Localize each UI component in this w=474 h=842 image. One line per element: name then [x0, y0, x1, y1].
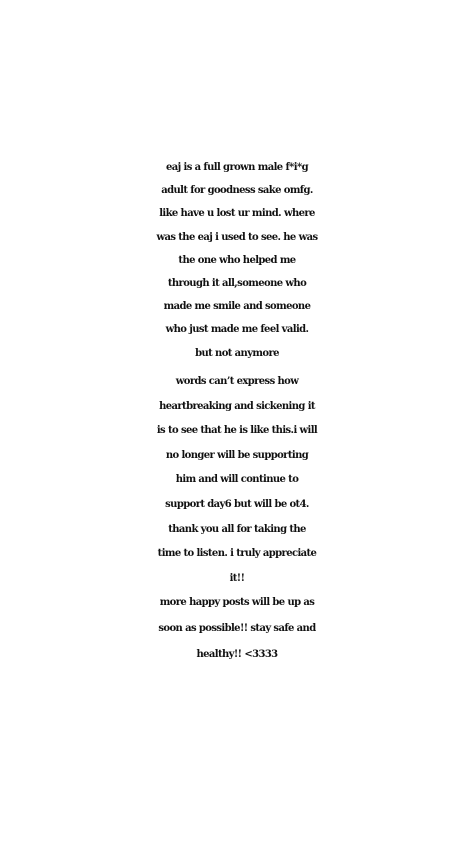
text-line: no longer will be supporting: [165, 449, 309, 461]
text-line: is to see that he is like this.i will: [156, 425, 318, 437]
text-line: him and will continue to: [175, 474, 299, 486]
text-line: the one who helped me: [178, 254, 296, 266]
text-line: more happy posts will be up as: [159, 597, 315, 608]
text-line: healthy!! <3333: [196, 649, 278, 660]
text-line: was the eaj i used to see. he was: [156, 231, 318, 243]
story-text-paragraph-1: [0, 156, 474, 365]
text-line: eaj is a full grown male f*i*g: [165, 162, 308, 173]
text-line: who just made me feel valid.: [165, 324, 309, 336]
text-line: through it all,someone who: [167, 278, 307, 290]
text-line: time to listen. i truly appreciate: [157, 548, 317, 560]
text-line: made me smile and someone: [163, 301, 311, 313]
text-line: heartbreaking and sickening it: [159, 400, 315, 412]
text-line: thank you all for taking the: [168, 523, 306, 535]
text-line: adult for goodness sake omfg.: [161, 185, 313, 197]
story-text-paragraph-3: [0, 590, 474, 668]
text-line: but not anymore: [195, 347, 279, 359]
story-text-paragraph-2: [0, 370, 474, 591]
text-line: it!!: [229, 572, 245, 584]
text-line: support day6 but will be ot4.: [165, 498, 309, 510]
text-line: words can’t express how: [175, 376, 299, 387]
text-line: soon as possible!! stay safe and: [158, 623, 316, 634]
text-line: like have u lost ur mind. where: [159, 208, 315, 220]
